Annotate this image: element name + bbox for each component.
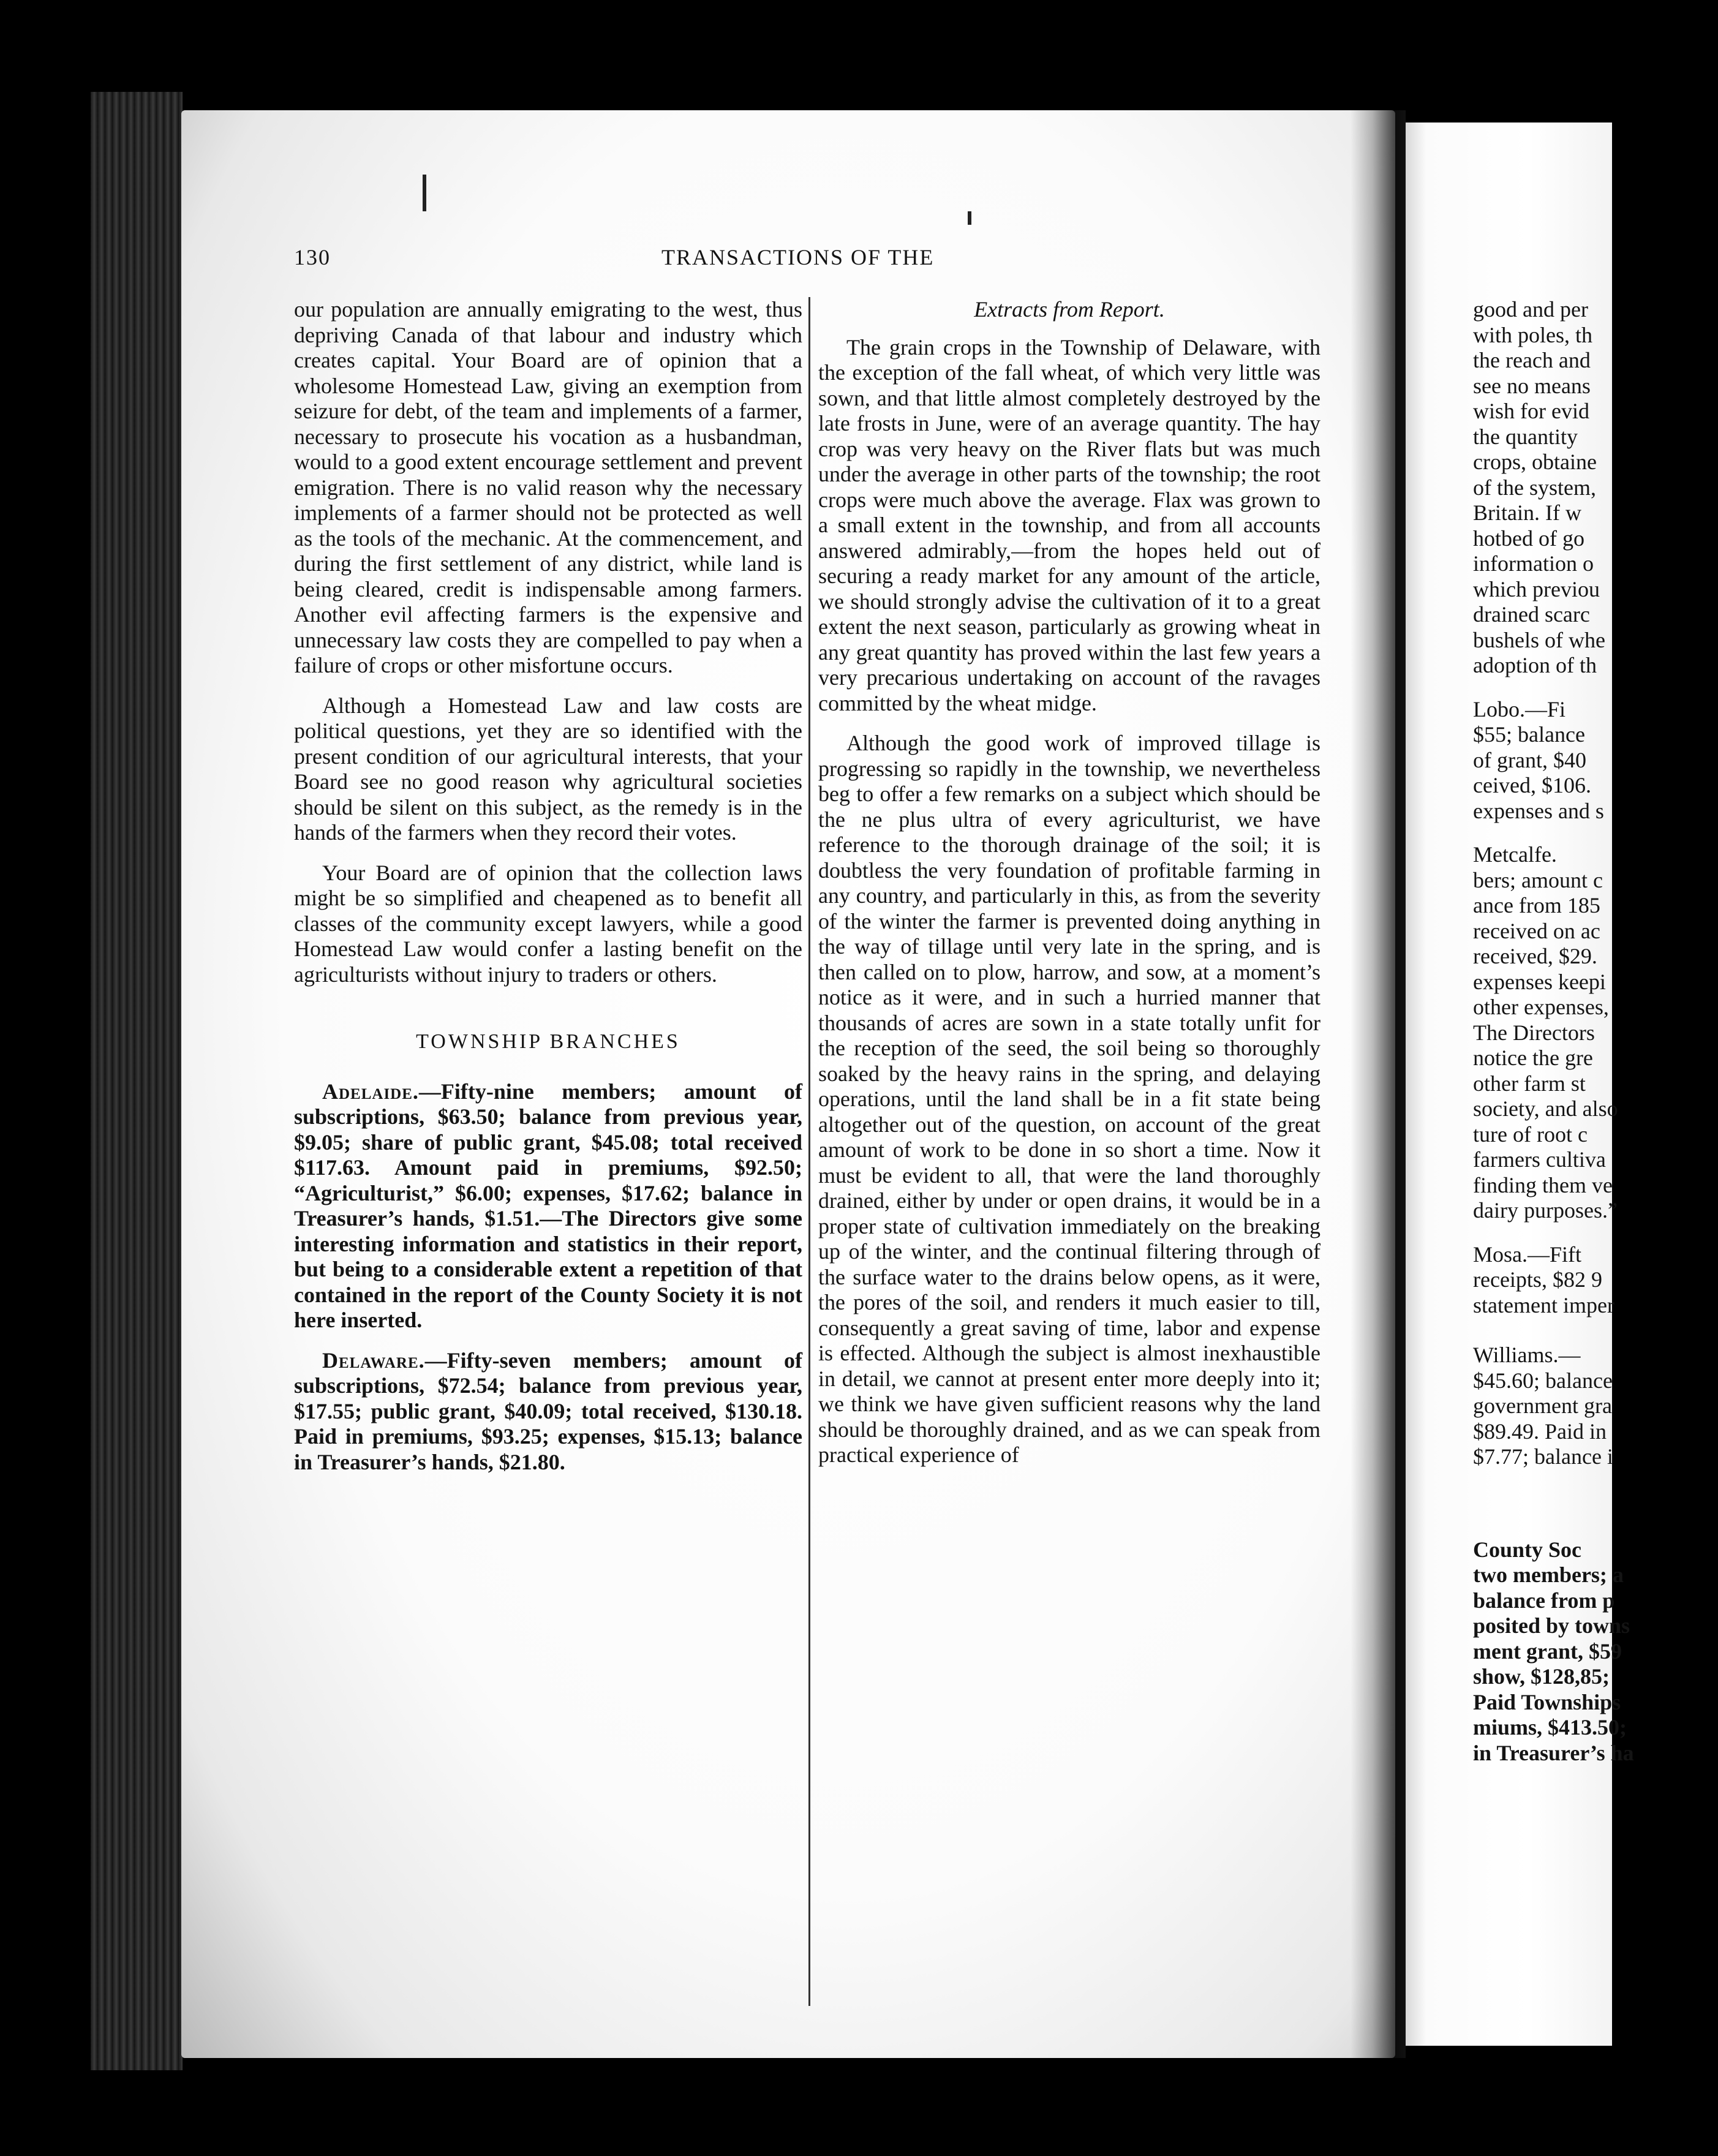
- facing-page-line: other farm st: [1473, 1071, 1586, 1096]
- facing-page-line: wish for evid: [1473, 399, 1589, 423]
- facing-page-line: balance from p: [1473, 1588, 1615, 1613]
- facing-page-line: received, $29.: [1473, 944, 1597, 968]
- facing-page-line: Britain. If w: [1473, 500, 1581, 525]
- facing-page-line: miums, $413.50;: [1473, 1715, 1627, 1740]
- facing-page-line: ance from 185: [1473, 893, 1600, 918]
- facing-page-line: in Treasurer’s ha: [1473, 1740, 1634, 1765]
- entry-text: —Fifty-nine members; amount of subscriptions, $63.50; balance from previous year, $9.05; share of public grant, $45.08; total received $117.63. Amount paid in premiums, $92.50; “Agriculturist,” $6.00; expenses, $17.62; balance in Treasurer’s hands, $1.51.—The Directors give some interesting information and statistics in their report, but being to a considerable extent a repetition of that contained in the report of the County Society it is not here inserted.: [294, 1079, 802, 1332]
- facing-page-line: drained scarc: [1473, 602, 1590, 627]
- facing-page-line: with poles, th: [1473, 322, 1592, 347]
- facing-page-line: $7.77; balance i: [1473, 1444, 1613, 1469]
- facing-page-line: the reach and: [1473, 348, 1591, 372]
- facing-page-line: society, and also: [1473, 1096, 1618, 1121]
- facing-page-line: show, $128,85;: [1473, 1664, 1610, 1689]
- running-title: TRANSACTIONS OF THE: [661, 245, 935, 270]
- paragraph: The grain crops in the Township of Delaware, with the exception of the fall wheat, of which very little was sown, and that little almost completely destroyed by the late frosts in June, were of an average quantity. The hay crop was very heavy on the River flats but was much under the average in other parts of the township; the root crops were much above the average. Flax was grown to a small extent in the township, and from all accounts answered admirably,—from the hopes held out of securing a ready market for any amount of the article, we should strongly advise the cultivation of it to a great extent the next season, particularly as growing wheat in any great quantity has proved within the last few years a very precarious undertaking on account of the ravages committed by the wheat midge.: [818, 334, 1321, 715]
- page-gutter: [1351, 110, 1406, 2058]
- paragraph: Although a Homestead Law and law costs are political questions, yet they are so identified with the present condition of our agricultural interests, that your Board see no good reason why agricultural societies should be silent on this subject, as the remedy is in the hands of the farmers when they record their votes.: [294, 693, 802, 845]
- column-rule: [808, 297, 810, 2006]
- facing-page-line: good and per: [1473, 297, 1588, 322]
- facing-page-line: posited by towns: [1473, 1613, 1630, 1638]
- facing-page-line: County Soc: [1473, 1537, 1582, 1562]
- facing-page-line: of the system,: [1473, 475, 1596, 500]
- facing-page-column: [1473, 297, 1718, 1766]
- facing-page-line: Lobo.—Fi: [1473, 696, 1566, 722]
- facing-page-line: notice the gre: [1473, 1046, 1593, 1070]
- facing-page-line: hotbed of go: [1473, 526, 1584, 551]
- facing-page-line: government gra: [1473, 1393, 1612, 1418]
- adelaide-entry: [294, 1079, 802, 1333]
- facing-page-line: Metcalfe.: [1473, 842, 1557, 867]
- paragraph: Your Board are of opinion that the collection laws might be so simplified and cheapened as to benefit all classes of the community except lawyers, while a good Homestead Law would confer a lasting benefit on the agriculturists without injury to traders or others.: [294, 860, 802, 987]
- facing-page-line: expenses and s: [1473, 798, 1604, 823]
- page-number: 130: [294, 245, 331, 270]
- facing-page-line: adoption of th: [1473, 653, 1597, 677]
- facing-page-line: $45.60; balance: [1473, 1368, 1613, 1393]
- facing-page-line: $89.49. Paid in: [1473, 1419, 1607, 1444]
- facing-page-line: see no means: [1473, 373, 1591, 398]
- entry-text: —Fifty-seven members; amount of subscriptions, $72.54; balance from previous year, $17.55; public grant, $40.09; total received, $130.18. Paid in premiums, $93.25; expenses, $15.13; balance in Treasurer’s hands, $21.80.: [294, 1348, 802, 1474]
- paragraph: our population are annually emigrating to the west, thus depriving Canada of that labour and industry which creates capital. Your Board are of opinion that a wholesome Homestead Law, giving an exemption from seizure for debt, of the team and implements of a farmer, necessary to prosecute his vocation as a husbandman, would to a good extent encourage settlement and prevent emigration. There is no valid reason why the necessary implements of a farmer should not be protected as well as the tools of the mechanic. At the commencement, and during the first settlement of any district, while land is being cleared, credit is indispensable among farmers. Another evil affecting farmers is the expensive and unnecessary law costs they are compelled to pay when a failure of crops or other misfortune occurs.: [294, 297, 802, 677]
- extracts-heading: Extracts from Report.: [974, 297, 1165, 322]
- facing-page-line: expenses keepi: [1473, 969, 1606, 994]
- facing-page-line: information o: [1473, 551, 1594, 576]
- left-column: [294, 297, 802, 1490]
- facing-page-line: other expenses,: [1473, 995, 1609, 1019]
- facing-page-line: received on ac: [1473, 918, 1600, 943]
- township-name: Adelaide.: [322, 1079, 419, 1104]
- facing-page-line: which previou: [1473, 576, 1600, 601]
- facing-page-line: statement imper: [1473, 1292, 1614, 1317]
- facing-page-line: crops, obtaine: [1473, 450, 1597, 474]
- middle-column: [818, 297, 1321, 1483]
- stray-mark: [423, 175, 426, 211]
- facing-page-line: The Directors: [1473, 1020, 1595, 1045]
- facing-page-line: finding them ve: [1473, 1172, 1613, 1197]
- facing-page-line: Mosa.—Fift: [1473, 1242, 1582, 1267]
- book-edge: [91, 92, 183, 2070]
- paragraph: Although the good work of improved tillage is progressing so rapidly in the township, we nevertheless beg to offer a few remarks on a subject which should be the ne plus ultra of every agriculturist, we have reference to the thorough drainage of the soil; it is doubtless the very foundation of profitable farming in any country, and particularly in this, as from the severity of the winter the farmer is prevented doing anything in the way of tillage until very late in the spring, and is then called on to plow, harrow, and sow, at a moment’s notice as it were, and in such a hurried manner that thousands of acres are sown in a state totally unfit for the reception of the seed, the soil being so thoroughly soaked by the heavy rains in the spring, and delaying operations, until the land shall be in a fit state being altogether out of the question, on account of the great amount of work to be done in so short a time. Now it must be evident to all, that were the land thoroughly drained, either by under or open drains, it would be in a proper state of cultivation immediately on the breaking up of the winter, and the continual filtering through of the surface water to the drains below opens, as it were, the pores of the soil, and renders it much easier to till, consequently a great saving of time, labor and expense is effected. Although the subject is almost inexhaustible in detail, we cannot at present enter more deeply into it; we think we have given sufficient reasons why the land should be thoroughly drained, and as we can speak from practical experience of: [818, 731, 1321, 1467]
- facing-page-line: ment grant, $59: [1473, 1638, 1622, 1664]
- delaware-entry: [294, 1348, 802, 1476]
- stray-mark: [968, 211, 971, 225]
- facing-page-line: ture of root c: [1473, 1121, 1588, 1147]
- facing-page-line: farmers cultiva: [1473, 1147, 1606, 1172]
- facing-page-line: two members; a: [1473, 1562, 1624, 1587]
- township-name: Delaware.: [322, 1348, 425, 1373]
- section-heading: TOWNSHIP BRANCHES: [416, 1030, 680, 1053]
- facing-page-line: receipts, $82 9: [1473, 1267, 1602, 1292]
- facing-page-line: bushels of whe: [1473, 627, 1605, 652]
- facing-page-line: the quantity: [1473, 424, 1578, 449]
- facing-page-line: dairy purposes.”: [1473, 1198, 1618, 1223]
- facing-page-line: ceived, $106.: [1473, 773, 1591, 797]
- facing-page-line: bers; amount c: [1473, 867, 1603, 892]
- facing-page-line: Williams.—: [1473, 1343, 1581, 1367]
- facing-page-line: $55; balance: [1473, 722, 1585, 747]
- facing-page-line: of grant, $40: [1473, 747, 1586, 772]
- facing-page-line: Paid Townships: [1473, 1689, 1621, 1714]
